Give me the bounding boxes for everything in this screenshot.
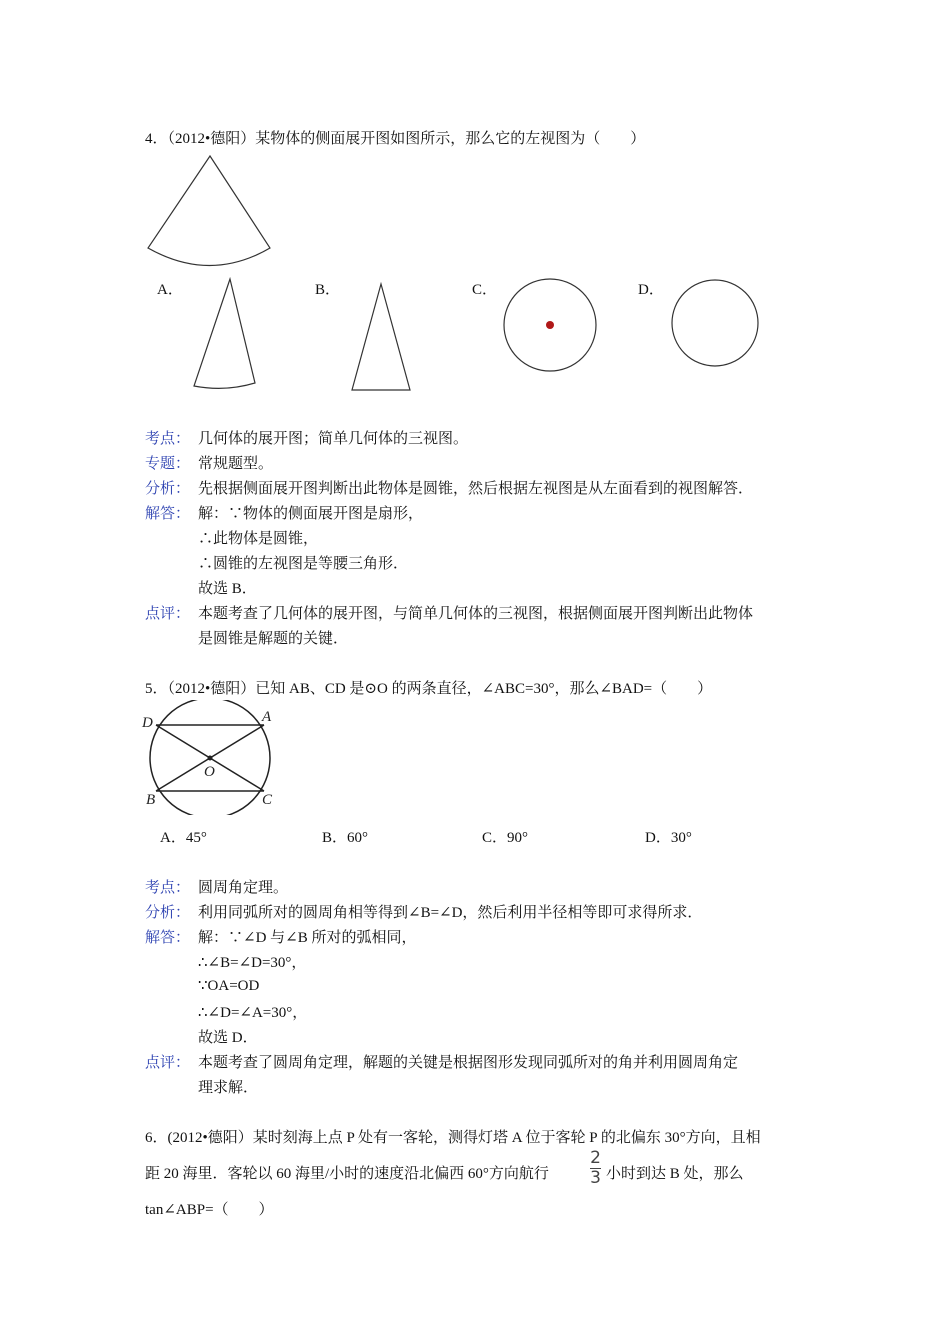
circle-diameters-figure [140,700,285,815]
q4-jieda-line: ∴圆锥的左视图是等腰三角形． [198,556,409,572]
q5-dianping-line: 理求解． [198,1080,259,1096]
q6-fraction [590,1150,601,1187]
q4-jieda-line: 故选 B． [198,581,257,597]
q4-zhuanti-label: 专题： [145,456,191,472]
q4-kaodian: 几何体的展开图；简单几何体的三视图。 [198,431,469,447]
q5-fenxi: 利用同弧所对的圆周角相等得到∠B=∠D，然后利用半径相等即可求得所求． [198,905,703,921]
q4-option-a[interactable]: A． [157,282,183,298]
q4-jieda-line: 解：∵物体的侧面展开图是扇形， [198,506,424,522]
q4-dianping-line: 是圆锥是解题的关键． [198,631,349,647]
q4-fenxi-label: 分析： [145,481,191,497]
q5-option-d[interactable]: D．30° [645,830,692,846]
q5-dianping-line: 本题考查了圆周角定理，解题的关键是根据图形发现同弧所对的角并利用圆周角定 [198,1055,739,1071]
fraction-denominator: 3 [590,1168,601,1188]
q4-jieda-line: ∴此物体是圆锥， [198,531,319,547]
label-O: O [204,764,215,780]
q4-stem: 4．（2012•德阳）某物体的侧面展开图如图所示，那么它的左视图为（ ） [145,131,646,147]
option-d-circle [668,278,763,370]
q4-jieda-label: 解答： [145,506,191,522]
label-C: C [262,792,273,808]
q6-line-1: 6．(2012•德阳）某时刻海上点 P 处有一客轮，测得灯塔 A 位于客轮 P 的北偏东 30°方向，且相 [145,1130,761,1146]
q5-jieda-line: ∴∠B=∠D=30°， [198,955,307,971]
q4-option-c[interactable]: C． [472,282,498,298]
q5-jieda-line: ∵OA=OD [198,978,260,994]
q5-fenxi-label: 分析： [145,905,191,921]
q5-dianping-label: 点评： [145,1055,191,1071]
q5-jieda-line: 解：∵∠D 与∠B 所对的弧相同， [198,930,417,946]
q5-jieda-line: ∴∠D=∠A=30°， [198,1005,308,1021]
label-A: A [262,709,272,725]
q5-option-c[interactable]: C．90° [482,830,529,846]
option-c-circle-with-center [500,276,600,376]
label-D: D [142,715,153,731]
q5-option-b[interactable]: B．60° [322,830,369,846]
q4-dianping-label: 点评： [145,606,191,622]
q5-kaodian: 圆周角定理。 [198,880,289,896]
q4-zhuanti: 常规题型。 [198,456,274,472]
q6-line-2a: 距 20 海里．客轮以 60 海里/小时的速度沿北偏西 60°方向航行 [145,1166,549,1182]
q4-kaodian-label: 考点： [145,431,191,447]
q5-option-a[interactable]: A．45° [160,830,207,846]
q4-dianping-line: 本题考查了几何体的展开图，与简单几何体的三视图，根据侧面展开图判断出此物体 [198,606,754,622]
q6-line-2b: 小时到达 B 处，那么 [606,1166,744,1182]
q6-line-3: tan∠ABP=（ ） [145,1202,274,1218]
label-B: B [146,792,156,808]
q4-fenxi: 先根据侧面展开图判断出此物体是圆锥，然后根据左视图是从左面看到的视图解答． [198,481,754,497]
q5-jieda-line: 故选 D． [198,1030,258,1046]
fraction-numerator: 2 [590,1148,601,1168]
q5-kaodian-label: 考点： [145,880,191,896]
sector-figure [140,148,280,276]
q4-option-b[interactable]: B． [315,282,341,298]
option-a-sector-shape [188,274,263,394]
center-dot [546,321,554,329]
q4-option-d[interactable]: D． [638,282,664,298]
option-b-triangle-shape [346,280,416,395]
q5-jieda-label: 解答： [145,930,191,946]
q5-stem: 5．（2012•德阳）已知 AB、CD 是⊙O 的两条直径，∠ABC=30°，那么∠BAD=（ ） [145,681,713,697]
